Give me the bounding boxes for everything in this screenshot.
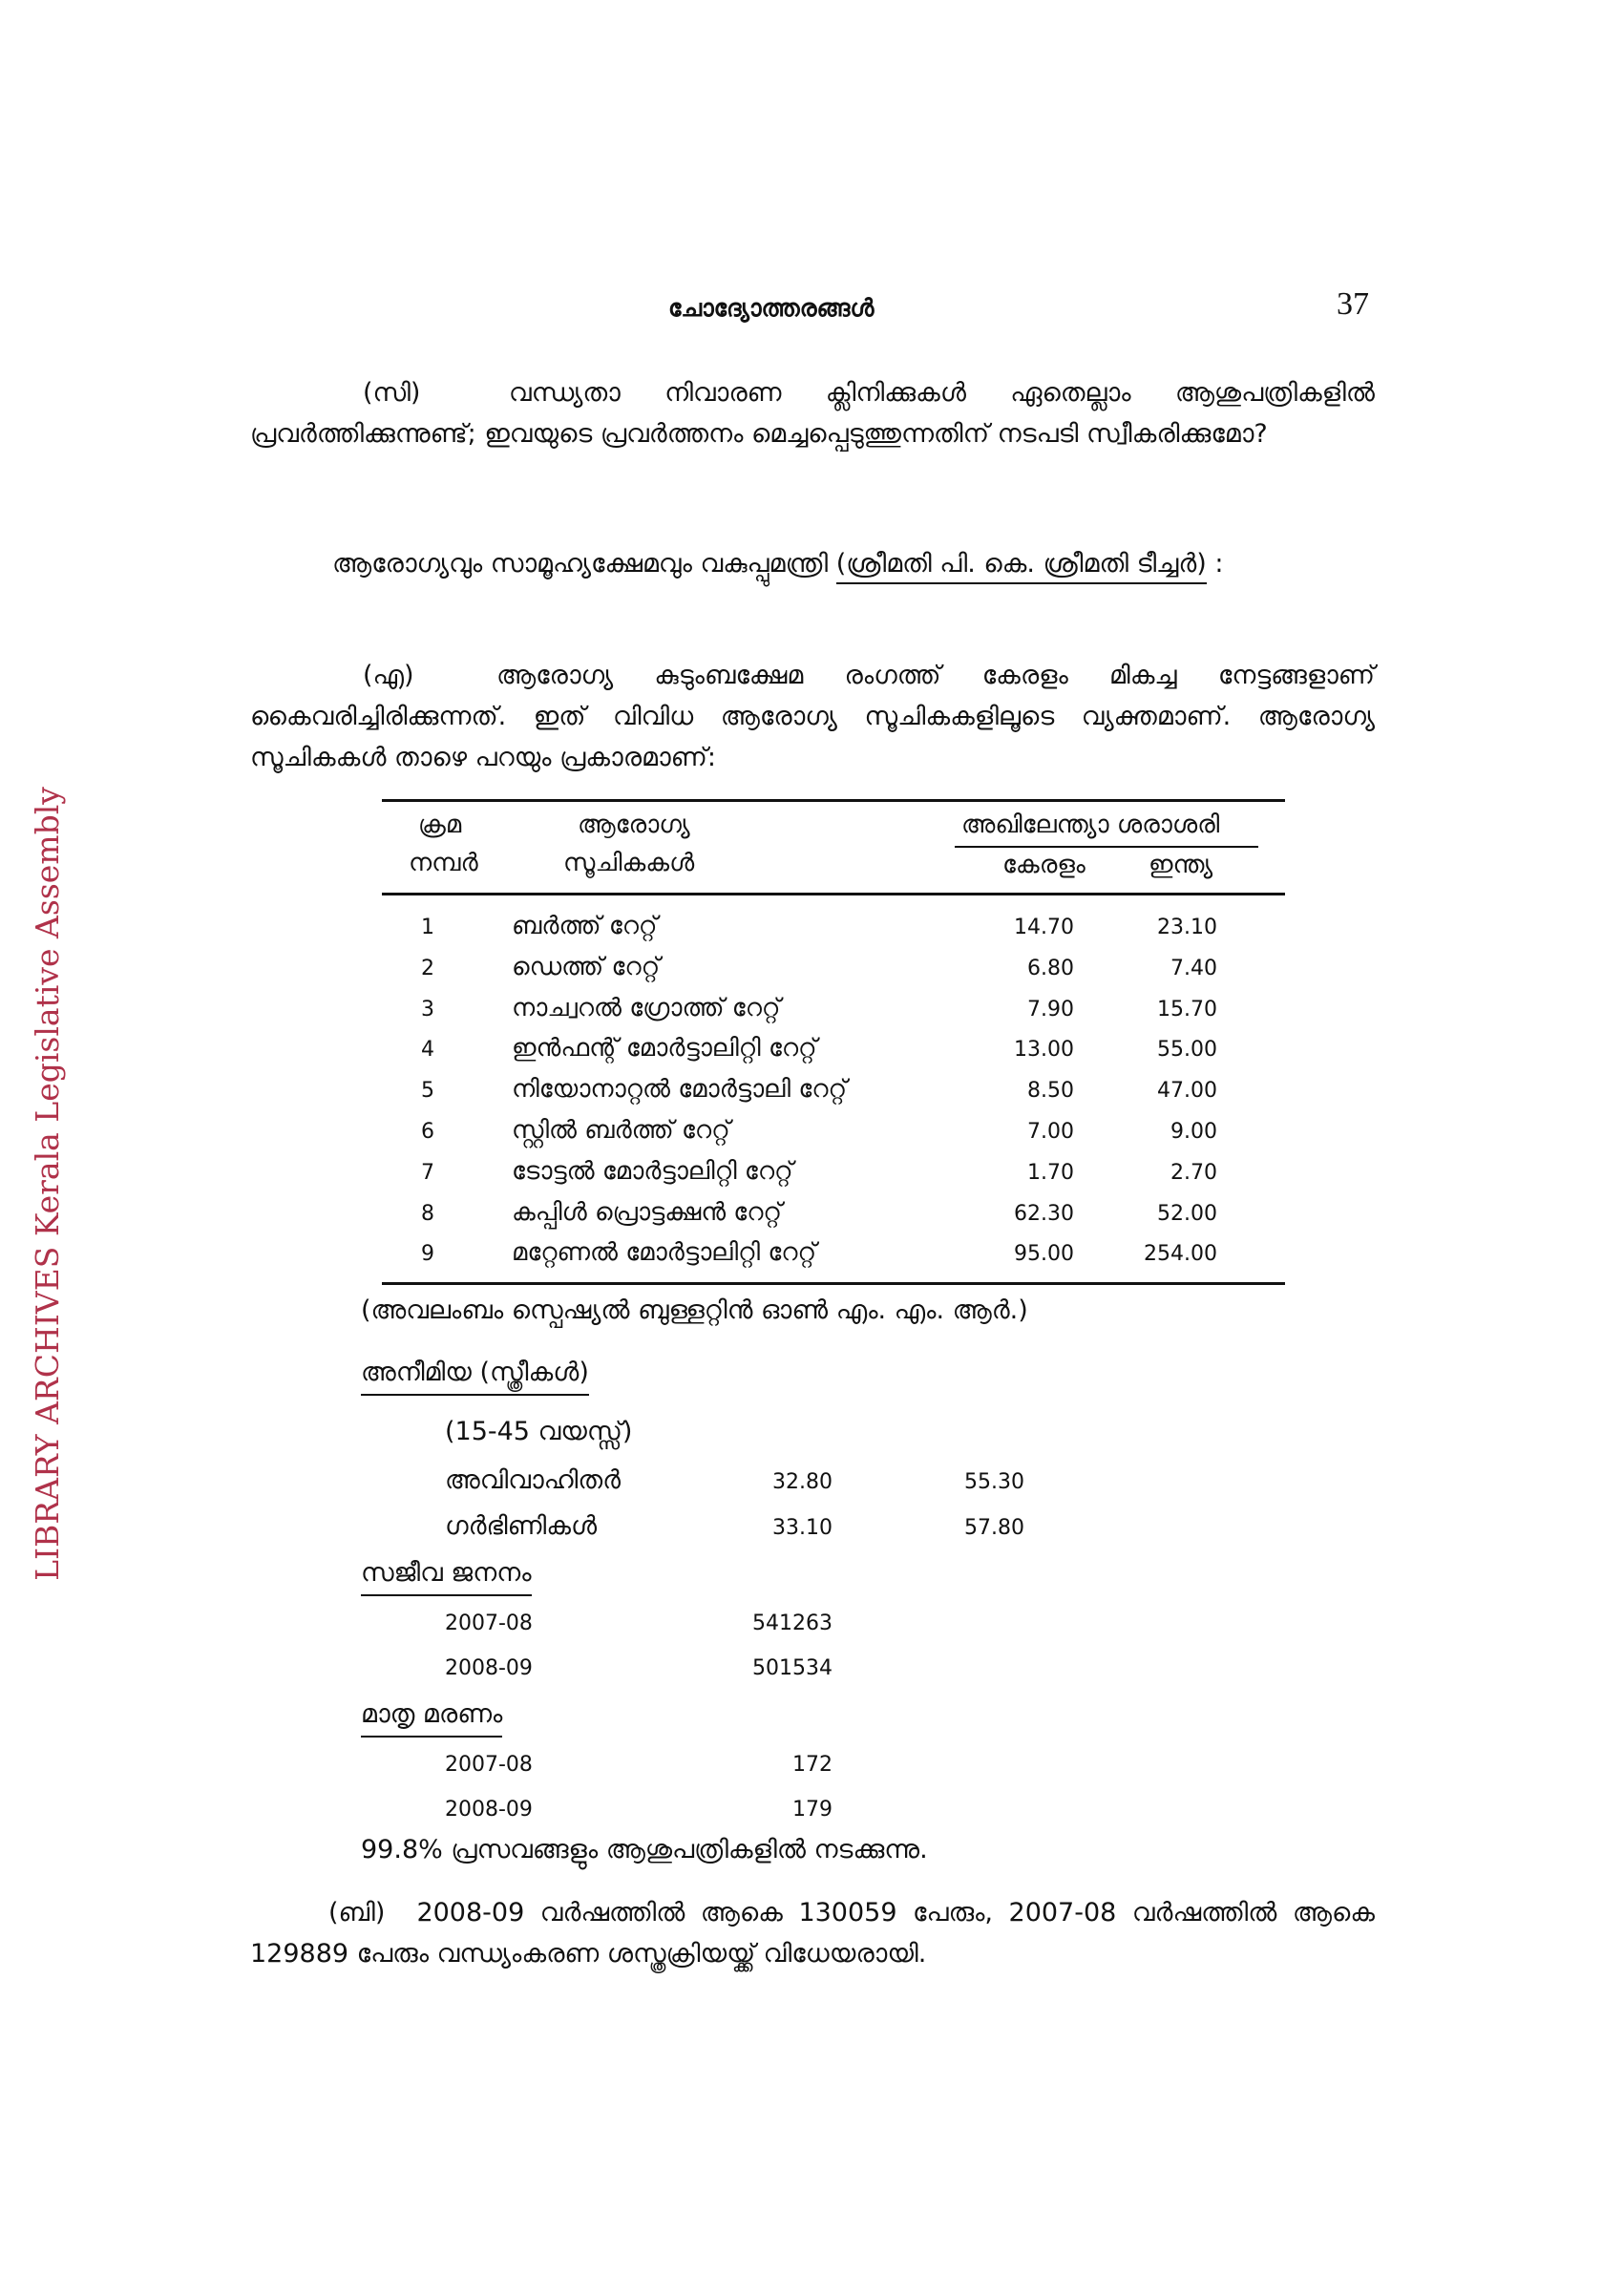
question-c-text: വന്ധ്യതാ നിവാരണ ക്ലിനിക്കുകൾ ഏതെല്ലാം ആശുപത്രികളിൽ പ്രവർത്തിക്കുന്നുണ്ട്; ഇവയുടെ പ്രവർത്തനം മെച്ചപ്പെടുത്തുന്നതിന് നടപടി സ്വീകരിക്കുമോ? [250, 378, 1375, 449]
maternal-deaths-year: 2008-09 [445, 1798, 533, 1822]
answer-b-label: (ബി) [328, 1898, 386, 1927]
row-kerala-value: 14.70 [1014, 916, 1074, 939]
row-serial: 4 [421, 1038, 434, 1063]
row-indicator: കപ്പിൾ പ്രൊട്ടക്ഷൻ റേറ്റ് [512, 1197, 783, 1227]
anemia-heading: അനീമിയ (സ്ത്രീകൾ) [361, 1358, 589, 1396]
page-number: 37 [1337, 286, 1369, 322]
header-serial-line2: നമ്പർ [409, 849, 478, 877]
row-kerala-value: 8.50 [1027, 1079, 1074, 1104]
anemia-row-india: 55.30 [964, 1470, 1024, 1494]
row-india-value: 254.00 [1144, 1242, 1217, 1267]
anemia-row-label: ഗർഭിണികൾ [445, 1511, 598, 1541]
row-indicator: സ്റ്റിൽ ബർത്ത് റേറ്റ് [512, 1116, 730, 1145]
header-all-india-average: അഖിലേന്ത്യാ ശരാശരി [961, 811, 1220, 839]
live-births-value: 501534 [752, 1656, 833, 1680]
row-indicator: നാച്വറൽ ഗ്രോത്ത് റേറ്റ് [512, 993, 781, 1022]
maternal-deaths-heading: മാതൃ മരണം [361, 1699, 502, 1738]
question-c [250, 372, 1375, 454]
row-serial: 8 [421, 1201, 434, 1226]
minister-colon: : [1214, 549, 1224, 579]
row-kerala-value: 95.00 [1014, 1242, 1074, 1267]
row-india-value: 2.70 [1170, 1160, 1217, 1185]
live-births-year: 2008-09 [445, 1656, 533, 1680]
row-india-value: 55.00 [1157, 1038, 1217, 1063]
archive-watermark: LIBRARY ARCHIVES Kerala Legislative Assembly [29, 787, 66, 1581]
row-indicator: ഇൻഫന്റ് മോർട്ടാലിറ്റി റേറ്റ് [512, 1034, 817, 1064]
row-serial: 9 [421, 1242, 434, 1267]
row-kerala-value: 7.00 [1027, 1120, 1074, 1144]
minister-line [250, 542, 1375, 586]
table-bottom-rule [382, 1282, 1285, 1285]
row-indicator: ടോട്ടൽ മോർട്ടാലിറ്റി റേറ്റ് [512, 1156, 793, 1186]
answer-a-label: (എ) [363, 661, 414, 690]
health-indicators-table [382, 799, 1285, 1285]
row-serial: 2 [421, 956, 434, 980]
table-header-rule [382, 893, 1285, 895]
answer-b [250, 1892, 1375, 1974]
maternal-deaths-value: 179 [792, 1798, 833, 1822]
row-serial: 7 [421, 1160, 434, 1185]
header-group-rule [955, 846, 1258, 848]
anemia-row-kerala: 32.80 [772, 1470, 833, 1494]
answer-b-text: 2008-09 വർഷത്തിൽ ആകെ 130059 പേരും, 2007-08 വർഷത്തിൽ ആകെ 129889 പേരും വന്ധ്യംകരണ ശസ്ത്രക്രിയയ്ക്ക് വിധേയരായി. [250, 1898, 1375, 1969]
table-top-rule [382, 799, 1285, 802]
live-births-value: 541263 [752, 1611, 833, 1635]
header-indicator-line1: ആരോഗ്യ [578, 811, 690, 839]
live-births-heading: സജീവ ജനനം [361, 1558, 532, 1596]
source-note: (അവലംബം സ്പെഷ്യൽ ബുള്ളറ്റിൻ ഓൺ എം. എം. ആർ.) [361, 1295, 1028, 1325]
maternal-deaths-year: 2007-08 [445, 1753, 533, 1777]
minister-title: ആരോഗ്യവും സാമൂഹ്യക്ഷേമവും വകുപ്പുമന്ത്രി [332, 549, 829, 579]
header-india: ഇന്ത്യ [1149, 851, 1213, 879]
question-c-label: (സി) [363, 378, 421, 408]
row-india-value: 47.00 [1157, 1079, 1217, 1104]
row-kerala-value: 1.70 [1027, 1160, 1074, 1185]
header-indicator-line2: സൂചികകൾ [563, 849, 695, 877]
anemia-age-group: (15-45 വയസ്സ്) [445, 1417, 633, 1446]
row-kerala-value: 62.30 [1014, 1201, 1074, 1226]
answer-a-text: ആരോഗ്യ കുടുംബക്ഷേമ രംഗത്ത് കേരളം മികച്ച നേട്ടങ്ങളാണ് കൈവരിച്ചിരിക്കുന്നത്. ഇത് വിവിധ ആരോഗ്യ സൂചികകളിലൂടെ വ്യക്തമാണ്. ആരോഗ്യ സൂചികകൾ താഴെ പറയും പ്രകാരമാണ്: [250, 661, 1375, 772]
row-indicator: ഡെത്ത് റേറ്റ് [512, 952, 661, 981]
hospital-births-note: 99.8% പ്രസവങ്ങളും ആശുപത്രികളിൽ നടക്കുന്നു. [361, 1835, 928, 1864]
row-india-value: 15.70 [1157, 997, 1217, 1022]
running-header: ചോദ്യോത്തരങ്ങൾ [668, 294, 875, 322]
anemia-row-label: അവിവാഹിതർ [445, 1465, 622, 1495]
row-kerala-value: 13.00 [1014, 1038, 1074, 1063]
row-kerala-value: 6.80 [1027, 956, 1074, 980]
row-india-value: 9.00 [1170, 1120, 1217, 1144]
row-indicator: നിയോനാറ്റൽ മോർട്ടാലി റേറ്റ് [512, 1075, 848, 1105]
header-kerala: കേരളം [1002, 851, 1086, 879]
row-kerala-value: 7.90 [1027, 997, 1074, 1022]
header-serial-line1: ക്രമ [418, 811, 462, 839]
row-indicator: മറ്റേണൽ മോർട്ടാലിറ്റി റേറ്റ് [512, 1238, 817, 1268]
row-india-value: 52.00 [1157, 1201, 1217, 1226]
row-indicator: ബർത്ത് റേറ്റ് [512, 912, 658, 940]
row-serial: 6 [421, 1120, 434, 1144]
row-serial: 1 [421, 916, 434, 939]
row-india-value: 7.40 [1170, 956, 1217, 980]
row-india-value: 23.10 [1157, 916, 1217, 939]
anemia-row-india: 57.80 [964, 1516, 1024, 1540]
answer-a [250, 655, 1375, 778]
row-serial: 3 [421, 997, 434, 1022]
live-births-year: 2007-08 [445, 1611, 533, 1635]
minister-name: (ശ്രീമതി പി. കെ. ശ്രീമതി ടീച്ചർ) [836, 549, 1207, 584]
anemia-row-kerala: 33.10 [772, 1516, 833, 1540]
maternal-deaths-value: 172 [792, 1753, 833, 1777]
row-serial: 5 [421, 1079, 434, 1104]
